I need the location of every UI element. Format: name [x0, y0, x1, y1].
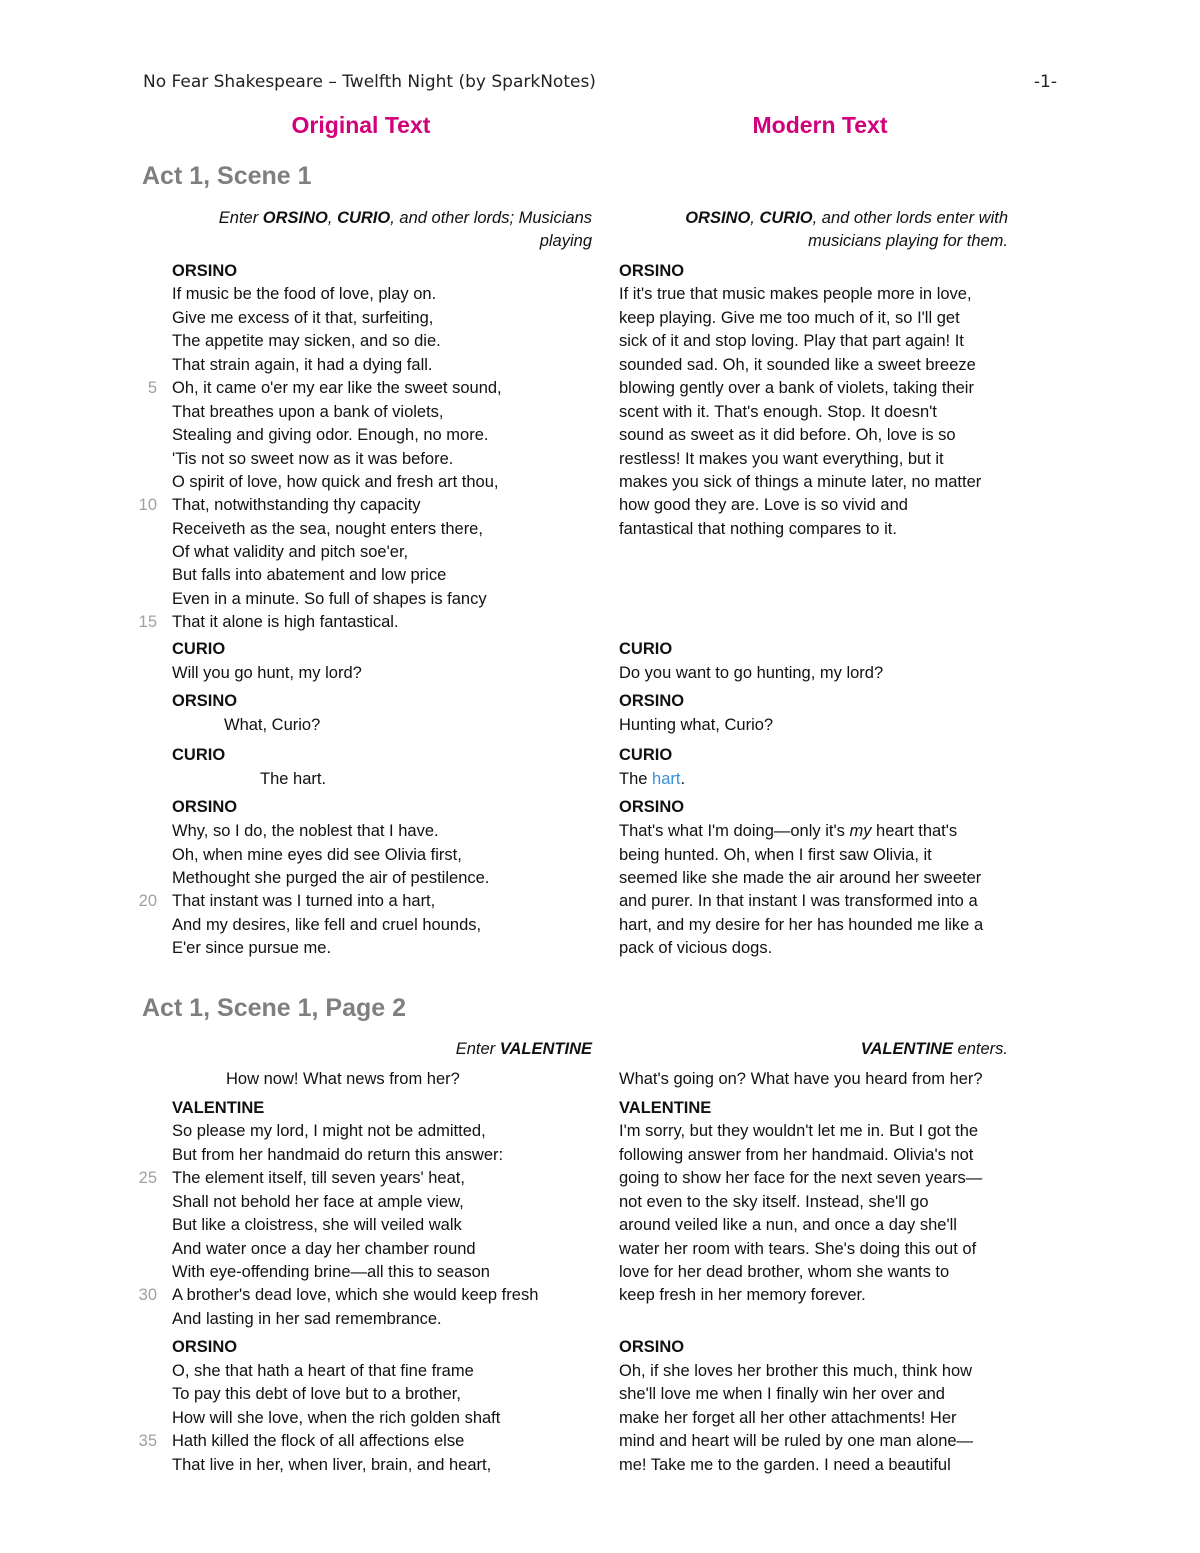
modern-line: following answer from her handmaid. Olivia's not	[619, 1146, 974, 1164]
modern-line: The hart.	[619, 770, 686, 788]
modern-line: That's what I'm doing—only it's my heart that's	[619, 822, 958, 840]
speaker-name: ORSINO	[172, 1338, 238, 1356]
modern-line: being hunted. Oh, when I first saw Olivia, it	[619, 845, 932, 864]
line-number: 20	[138, 892, 157, 910]
modern-line: Oh, if she loves her brother this much, think how	[619, 1361, 973, 1380]
modern-line: What's going on? What have you heard from her?	[619, 1070, 983, 1088]
verse-line: And my desires, like fell and cruel hounds,	[172, 915, 482, 934]
verse-line: So please my lord, I might not be admitted,	[172, 1122, 486, 1140]
modern-line: makes you sick of things a minute later, no matter	[619, 473, 982, 491]
verse-line: That, notwithstanding thy capacity	[172, 496, 421, 514]
modern-line: restless! It makes you want everything, but it	[619, 449, 944, 468]
stage-direction: Enter ORSINO, CURIO, and other lords; Musicians	[218, 209, 592, 227]
verse-line: Will you go hunt, my lord?	[172, 664, 362, 682]
modern-line: Hunting what, Curio?	[619, 716, 774, 734]
modern-line: fantastical that nothing compares to it.	[619, 519, 897, 538]
verse-line: Oh, when mine eyes did see Olivia first,	[172, 845, 462, 864]
modern-line: pack of vicious dogs.	[619, 939, 773, 957]
modern-line: scent with it. That's enough. Stop. It doesn't	[619, 402, 937, 421]
verse-line: But falls into abatement and low price	[172, 566, 447, 584]
speaker-name: VALENTINE	[172, 1099, 265, 1117]
scene-title: Act 1, Scene 1, Page 2	[142, 994, 407, 1022]
verse-line: How will she love, when the rich golden shaft	[172, 1408, 501, 1427]
modern-line: water her room with tears. She's doing this out of	[619, 1239, 977, 1258]
verse-line: Hath killed the flock of all affections else	[172, 1432, 465, 1450]
verse-line: O, she that hath a heart of that fine frame	[172, 1361, 474, 1380]
verse-line: The element itself, till seven years' heat,	[172, 1169, 465, 1187]
line-number: 10	[138, 496, 157, 514]
verse-line: But like a cloistress, she will veiled walk	[172, 1216, 462, 1234]
speaker-name: ORSINO	[619, 798, 685, 816]
verse-line: If music be the food of love, play on.	[172, 285, 437, 303]
line-number: 25	[138, 1169, 157, 1187]
modern-stage-direction: ORSINO, CURIO, and other lords enter with	[685, 209, 1008, 227]
modern-line: blowing gently over a bank of violets, taking their	[619, 379, 974, 397]
verse-line: Why, so I do, the noblest that I have.	[172, 822, 439, 840]
verse-line: How now! What news from her?	[226, 1070, 460, 1088]
verse-line: E'er since pursue me.	[172, 939, 332, 957]
speaker-name: ORSINO	[172, 798, 238, 816]
line-number: 35	[138, 1432, 157, 1450]
speaker-name: ORSINO	[619, 262, 685, 280]
original-text-heading: Original Text	[291, 112, 431, 138]
line-number: 30	[138, 1286, 157, 1304]
modern-line: and purer. In that instant I was transformed into a	[619, 892, 978, 910]
speaker-name: ORSINO	[172, 262, 238, 280]
modern-line: I'm sorry, but they wouldn't let me in. But I got the	[619, 1122, 979, 1140]
verse-line: That it alone is high fantastical.	[172, 613, 399, 631]
verse-line: To pay this debt of love but to a brother,	[172, 1385, 461, 1403]
speaker-name: VALENTINE	[619, 1099, 712, 1117]
modern-stage-direction: VALENTINE enters.	[860, 1040, 1008, 1058]
verse-line: And water once a day her chamber round	[172, 1239, 476, 1258]
verse-line: Receiveth as the sea, nought enters there,	[172, 519, 483, 538]
modern-line: going to show her face for the next seven years—	[619, 1169, 983, 1187]
modern-line: If it's true that music makes people more in love,	[619, 285, 972, 303]
modern-line: me! Take me to the garden. I need a beautiful	[619, 1455, 951, 1474]
verse-line: Even in a minute. So full of shapes is fancy	[172, 589, 487, 608]
verse-line: That instant was I turned into a hart,	[172, 892, 436, 910]
modern-line: mind and heart will be ruled by one man alone—	[619, 1432, 974, 1450]
verse-line: 'Tis not so sweet now as it was before.	[172, 449, 454, 468]
modern-line: keep fresh in her memory forever.	[619, 1286, 866, 1304]
modern-line: she'll love me when I finally win her over and	[619, 1385, 945, 1403]
verse-line: What, Curio?	[224, 716, 321, 734]
speaker-name: ORSINO	[619, 1338, 685, 1356]
page-header	[143, 72, 1057, 100]
scene-title: Act 1, Scene 1	[142, 162, 312, 190]
glossary-link[interactable]: hart	[652, 770, 681, 788]
modern-line: not even to the sky itself. Instead, she'll go	[619, 1192, 929, 1211]
modern-text-heading: Modern Text	[752, 112, 888, 138]
speaker-name: CURIO	[172, 746, 226, 764]
speaker-name: ORSINO	[172, 692, 238, 710]
line-number: 15	[138, 613, 157, 631]
modern-stage-direction: musicians playing for them.	[808, 232, 1008, 250]
verse-line: Methought she purged the air of pestilence.	[172, 869, 490, 887]
modern-line: Do you want to go hunting, my lord?	[619, 664, 884, 682]
verse-line: That live in her, when liver, brain, and heart,	[172, 1455, 492, 1474]
header-title: No Fear Shakespeare – Twelfth Night (by SparkNotes)	[143, 72, 596, 92]
verse-line: Stealing and giving odor. Enough, no more.	[172, 426, 489, 444]
modern-line: keep playing. Give me too much of it, so I'll get	[619, 308, 960, 327]
modern-line: around veiled like a nun, and once a day she'll	[619, 1216, 957, 1234]
verse-line: Give me excess of it that, surfeiting,	[172, 308, 434, 327]
verse-line: And lasting in her sad remembrance.	[172, 1309, 442, 1328]
modern-line: how good they are. Love is so vivid and	[619, 496, 908, 514]
verse-line: That breathes upon a bank of violets,	[172, 402, 444, 421]
line-number: 5	[147, 379, 157, 397]
verse-line: Of what validity and pitch soe'er,	[172, 543, 409, 561]
verse-line: Oh, it came o'er my ear like the sweet sound,	[172, 379, 502, 397]
modern-line: seemed like she made the air around her sweeter	[619, 869, 982, 887]
verse-line: That strain again, it had a dying fall.	[172, 355, 433, 374]
verse-line: A brother's dead love, which she would keep fresh	[172, 1286, 539, 1304]
stage-direction: playing	[539, 232, 592, 250]
verse-line: The appetite may sicken, and so die.	[172, 332, 441, 350]
verse-line: O spirit of love, how quick and fresh art thou,	[172, 473, 499, 491]
verse-line: With eye-offending brine—all this to season	[172, 1263, 490, 1281]
speaker-name: CURIO	[172, 640, 226, 658]
modern-line: sick of it and stop loving. Play that part again! It	[619, 332, 964, 350]
modern-line: love for her dead brother, whom she wants to	[619, 1263, 950, 1281]
modern-line: sound as sweet as it did before. Oh, love is so	[619, 426, 956, 444]
verse-line: The hart.	[260, 770, 327, 788]
verse-line: Shall not behold her face at ample view,	[172, 1192, 464, 1211]
verse-line: But from her handmaid do return this answer:	[172, 1146, 504, 1164]
speaker-name: CURIO	[619, 640, 673, 658]
modern-line: hart, and my desire for her has hounded me like a	[619, 915, 984, 934]
speaker-name: ORSINO	[619, 692, 685, 710]
page-number: -1-	[1033, 72, 1057, 92]
modern-line: make her forget all her other attachments! Her	[619, 1408, 957, 1427]
stage-direction: Enter VALENTINE	[455, 1040, 592, 1058]
speaker-name: CURIO	[619, 746, 673, 764]
modern-line: sounded sad. Oh, it sounded like a sweet breeze	[619, 355, 976, 374]
